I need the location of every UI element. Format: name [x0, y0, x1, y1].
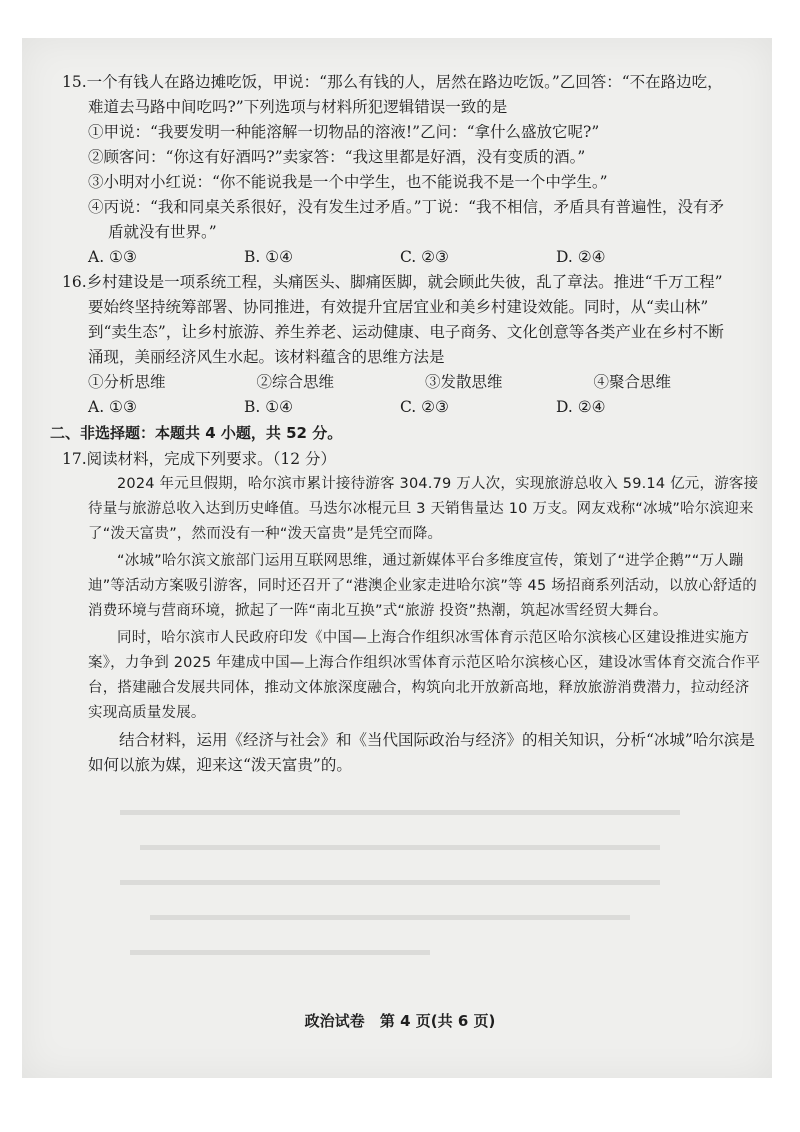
q16-option-d: D. ②④ — [556, 398, 606, 416]
question-16 — [62, 270, 762, 420]
q16-line-4: 涌现，美丽经济风生水起。该材料蕴含的思维方法是 — [88, 348, 445, 366]
question-17 — [62, 447, 762, 778]
q15-item-4-cont: 盾就没有世界。” — [108, 223, 217, 241]
q15-stem-line2: 难道去马路中间吃吗?”下列选项与材料所犯逻辑错误一致的是 — [88, 98, 508, 116]
q17-title: 17.阅读材料，完成下列要求。（12 分） — [62, 450, 337, 468]
q15-item-2: ②顾客问：“你这有好酒吗?”卖家答：“我这里都是好酒，没有变质的酒。” — [88, 148, 586, 166]
section-heading: 二、非选择题：本题共 4 小题，共 52 分。 — [50, 424, 343, 442]
q16-options — [62, 395, 762, 420]
q16-option-b: B. ①④ — [244, 398, 294, 416]
page-footer — [0, 1010, 800, 1031]
q16-method-4: ④聚合思维 — [593, 373, 672, 391]
q15-item-3: ③小明对小红说：“你不能说我是一个中学生，也不能说我不是一个中学生。” — [88, 173, 608, 191]
q16-method-1: ①分析思维 — [88, 373, 166, 391]
footer-page-number: 第 4 页(共 6 页) — [379, 1012, 496, 1030]
question-15 — [62, 70, 762, 270]
q15-stem-line1: 15.一个有钱人在路边摊吃饭，甲说：“那么有钱的人，居然在路边吃饭。”乙回答：“不在路边吃， — [62, 73, 723, 91]
q16-method-2: ②综合思维 — [256, 373, 335, 391]
q16-option-a: A. ①③ — [88, 398, 137, 416]
footer-subject: 政治试卷 — [304, 1012, 365, 1030]
q16-line-2: 要始终坚持统筹部署、协同推进，有效提升宜居宜业和美乡村建设效能。同时，从“卖山林” — [88, 298, 709, 316]
page-content — [50, 70, 762, 778]
q15-item-4: ④丙说：“我和同桌关系很好，没有发生过矛盾。”丁说：“我不相信，矛盾具有普遍性，没有矛 — [88, 198, 725, 216]
q15-options — [62, 245, 762, 270]
q17-requirement: 结合材料，运用《经济与社会》和《当代国际政治与经济》的相关知识，分析“冰城”哈尔滨是如何以旅为媒，迎来这“泼天富贵”的。 — [88, 731, 755, 774]
q15-option-d: D. ②④ — [556, 248, 606, 266]
q17-paragraph-1: 2024 年元旦假期，哈尔滨市累计接待游客 304.79 万人次，实现旅游总收入 59.14 亿元，游客接待量与旅游总收入达到历史峰值。马迭尔冰棍元旦 3 天销售量达 10 万支。网友戏称“冰城”哈尔滨迎来了“泼天富贵”，然而没有一种“泼天富贵”是凭空而降。 — [88, 476, 759, 542]
q16-line-1: 16.乡村建设是一项系统工程，头痛医头、脚痛医脚，就会顾此失彼，乱了章法。推进“千万工程” — [62, 273, 723, 291]
q15-option-a: A. ①③ — [88, 248, 137, 266]
q16-line-3: 到“卖生态”，让乡村旅游、养生养老、运动健康、电子商务、文化创意等各类产业在乡村不断 — [88, 323, 724, 341]
q16-method-3: ③发散思维 — [425, 373, 503, 391]
q17-paragraph-2: “冰城”哈尔滨文旅部门运用互联网思维，通过新媒体平台多维度宣传，策划了“进学企鹅”“万人蹦迪”等活动方案吸引游客，同时还召开了“港澳企业家走进哈尔滨”等 45 场招商系列活动，以放心舒适的消费环境与营商环境，掀起了一阵“南北互换”式“旅游 投资”热潮，筑起冰雪经贸大舞台。 — [88, 553, 758, 619]
q15-option-b: B. ①④ — [244, 248, 294, 266]
q15-option-c: C. ②③ — [400, 248, 449, 266]
q17-paragraph-3: 同时，哈尔滨市人民政府印发《中国—上海合作组织冰雪体育示范区哈尔滨核心区建设推进实施方案》，力争到 2025 年建成中国—上海合作组织冰雪体育示范区哈尔滨核心区，建设冰雪体育交流合作平台，搭建融合发展共同体，推动文体旅深度融合，构筑向北开放新高地，释放旅游消费潜力，拉动经济实现高质量发展。 — [88, 630, 761, 721]
q16-thinking-methods — [62, 370, 762, 395]
q16-option-c: C. ②③ — [400, 398, 449, 416]
q15-item-1: ①甲说：“我要发明一种能溶解一切物品的溶液!”乙问：“拿什么盛放它呢?” — [88, 123, 600, 141]
bleed-through-text — [120, 800, 700, 980]
